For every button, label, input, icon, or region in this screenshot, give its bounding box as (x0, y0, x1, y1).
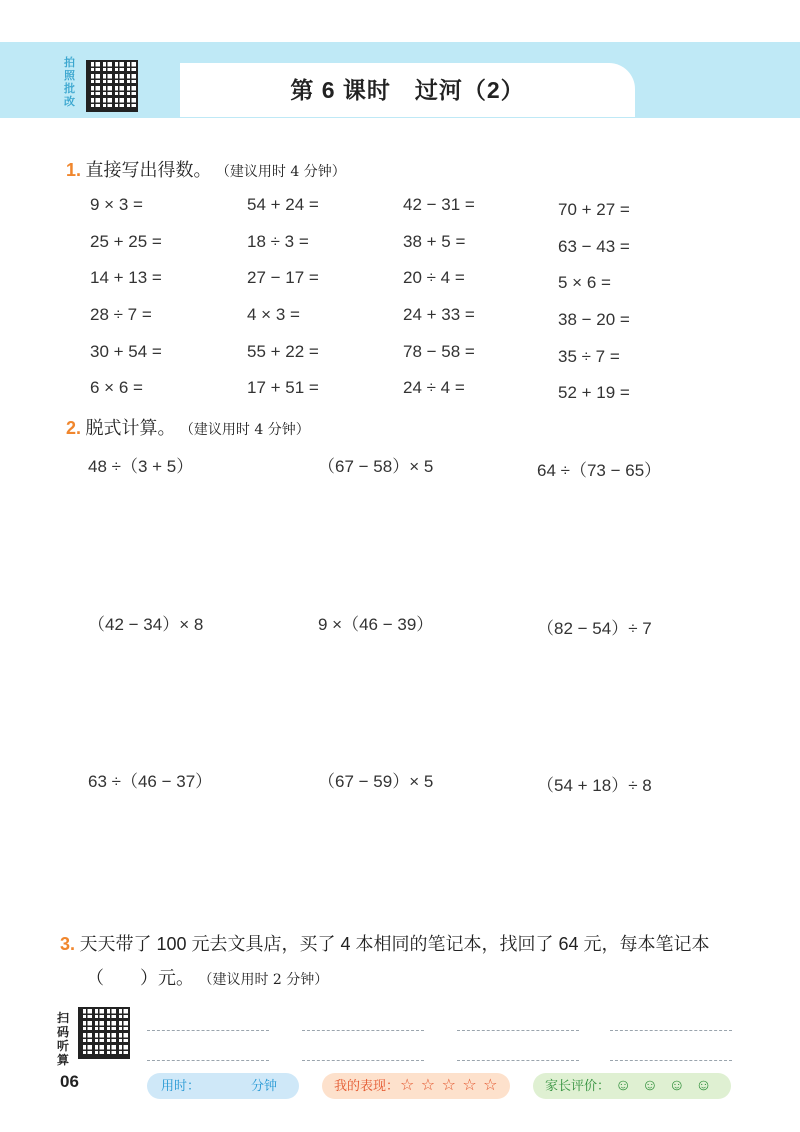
work-line[interactable] (302, 1060, 424, 1061)
work-line[interactable] (147, 1060, 269, 1061)
section-instruction: 脱式计算。 (85, 418, 176, 438)
qr-code-icon[interactable] (80, 1009, 128, 1057)
calc-problem[interactable]: 18 ÷ 3 = (247, 232, 309, 251)
section-3-answer-line (86, 964, 328, 990)
calc-problem[interactable]: 78 − 58 = (403, 342, 475, 361)
section-3-question (60, 930, 750, 956)
work-line[interactable] (457, 1030, 579, 1031)
calc-problem[interactable]: 9 × 3 = (90, 195, 143, 214)
page-number: 06 (60, 1072, 79, 1091)
time-hint: （建议用时 2 分钟） (198, 972, 329, 988)
calc-problem[interactable]: 24 ÷ 4 = (403, 378, 465, 397)
word-problem-text: 天天带了 100 元去文具店，买了 4 本相同的笔记本，找回了 64 元，每本笔记本 (79, 934, 710, 954)
step-problem[interactable]: （67 − 58）× 5 (318, 457, 434, 476)
calc-problem[interactable]: 17 + 51 = (247, 378, 319, 397)
calc-problem[interactable]: 30 + 54 = (90, 342, 162, 361)
parent-label: 家长评价： (545, 1078, 611, 1093)
step-problem[interactable]: 63 ÷（46 − 37） (88, 772, 213, 791)
calc-problem[interactable]: 63 − 43 = (558, 237, 630, 256)
calc-problem[interactable]: 35 ÷ 7 = (558, 347, 620, 366)
star-rating-icon[interactable]: ☆ ☆ ☆ ☆ ☆ (400, 1077, 499, 1094)
calc-problem[interactable]: 20 ÷ 4 = (403, 268, 465, 287)
calc-problem[interactable]: 14 + 13 = (90, 268, 162, 287)
self-rating-box[interactable] (322, 1073, 510, 1099)
calc-problem[interactable]: 6 × 6 = (90, 378, 143, 397)
step-problem[interactable]: 9 ×（46 − 39） (318, 615, 434, 634)
time-label: 用时： (161, 1078, 201, 1093)
calc-problem[interactable]: 42 − 31 = (403, 195, 475, 214)
answer-blank[interactable]: （ ）元。 (86, 968, 194, 988)
time-used-box[interactable] (147, 1073, 299, 1099)
calc-problem[interactable]: 38 − 20 = (558, 310, 630, 329)
section-1-heading (66, 156, 346, 182)
calc-problem[interactable]: 70 + 27 = (558, 200, 630, 219)
time-hint: （建议用时 4 分钟） (215, 164, 346, 180)
section-number: 3. (60, 934, 76, 954)
header-top-band (0, 0, 800, 42)
work-line[interactable] (147, 1030, 269, 1031)
qr-code-icon[interactable] (88, 62, 136, 110)
step-problem[interactable]: （82 − 54）÷ 7 (537, 619, 652, 638)
photo-grade-label: 拍照批改 (64, 57, 75, 108)
calc-problem[interactable]: 24 + 33 = (403, 305, 475, 324)
smiley-face-icon[interactable]: ☺ ☺ ☺ ☺ (615, 1077, 715, 1094)
calc-problem[interactable]: 28 ÷ 7 = (90, 305, 152, 324)
calc-problem[interactable]: 25 + 25 = (90, 232, 162, 251)
calc-problem[interactable]: 5 × 6 = (558, 273, 611, 292)
calc-problem[interactable]: 38 + 5 = (403, 232, 466, 251)
step-problem[interactable]: （54 + 18）÷ 8 (537, 776, 652, 795)
step-problem[interactable]: 64 ÷（73 − 65） (537, 461, 662, 480)
calc-problem[interactable]: 55 + 22 = (247, 342, 319, 361)
work-line[interactable] (610, 1030, 732, 1031)
step-problem[interactable]: （67 − 59）× 5 (318, 772, 434, 791)
time-unit: 分钟 (251, 1078, 278, 1093)
page-title: 第 6 课时 过河（2） (290, 77, 525, 103)
time-hint: （建议用时 4 分钟） (179, 422, 310, 438)
section-2-heading (66, 414, 310, 440)
scan-listen-label: 扫码听算 (57, 1011, 70, 1067)
section-number: 1. (66, 160, 82, 180)
calc-problem[interactable]: 54 + 24 = (247, 195, 319, 214)
work-line[interactable] (610, 1060, 732, 1061)
work-line[interactable] (457, 1060, 579, 1061)
step-problem[interactable]: 48 ÷（3 + 5） (88, 457, 194, 476)
step-problem[interactable]: （42 − 34）× 8 (88, 615, 204, 634)
section-instruction: 直接写出得数。 (85, 160, 212, 180)
section-number: 2. (66, 418, 82, 438)
calc-problem[interactable]: 52 + 19 = (558, 383, 630, 402)
performance-label: 我的表现： (334, 1078, 400, 1093)
calc-problem[interactable]: 4 × 3 = (247, 305, 300, 324)
work-line[interactable] (302, 1030, 424, 1031)
calc-problem[interactable]: 27 − 17 = (247, 268, 319, 287)
parent-evaluation-box[interactable] (533, 1073, 731, 1099)
